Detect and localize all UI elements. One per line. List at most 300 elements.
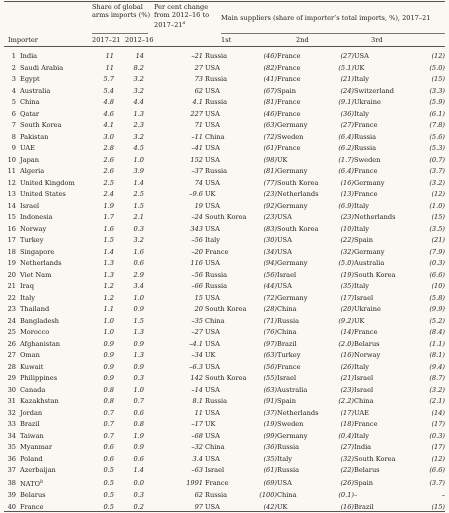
share-2012-16-cell: 1.3 (133, 328, 144, 336)
supplier-1-cell: Russia (205, 270, 228, 279)
share-2017-21-cell: 2.6 (103, 167, 114, 175)
share-2012-16-cell: 14 (135, 52, 144, 60)
share-2017-21-cell: 1.5 (103, 236, 114, 244)
rank-cell: 37 (7, 466, 16, 474)
supplier-1-cell: USA (205, 86, 220, 95)
supplier-1-share-cell: (72) (263, 132, 277, 141)
supplier-1-share-cell: (94) (263, 259, 277, 267)
importer-cell: Indonesia (20, 213, 53, 221)
importer-cell: Canada (20, 385, 46, 394)
table-row (4, 143, 445, 155)
table-row (4, 132, 445, 144)
supplier-2-share-cell: (6.2) (338, 144, 354, 152)
rank-cell: 5 (11, 98, 16, 106)
supplier-3-share-cell: – (441, 491, 445, 500)
share-2017-21-cell: 5.7 (103, 75, 114, 83)
pct-change-cell: –24 (191, 213, 203, 221)
supplier-2-cell: South Korea (277, 224, 319, 233)
pct-change-cell: –20 (191, 247, 203, 256)
supplier-3-share-cell: (12) (431, 454, 445, 463)
supplier-2-share-cell: (18) (340, 420, 354, 428)
share-2012-16-cell: 2.5 (133, 190, 144, 198)
supplier-3-cell: Israel (354, 374, 374, 382)
share-2012-16-cell: 0.9 (133, 443, 144, 451)
supplier-3-share-cell: (5.6) (429, 132, 445, 141)
supplier-1-cell: USA (205, 63, 220, 72)
supplier-2-cell: Germany (277, 167, 308, 175)
supplier-1-share-cell: (19) (263, 420, 277, 428)
table-row (4, 247, 445, 259)
supplier-1-cell: Russia (205, 75, 228, 83)
table-row (4, 51, 445, 63)
supplier-3-cell: Israel (354, 385, 374, 394)
supplier-1-share-cell: (36) (263, 443, 277, 451)
table-row (4, 189, 445, 201)
share-2012-16-cell: 0.9 (133, 305, 144, 313)
share-2012-16-cell: 1.3 (133, 109, 144, 118)
supplier-2-share-cell: (32) (340, 247, 354, 256)
supplier-2-cell: Germany (277, 431, 308, 440)
supplier-1-share-cell: (72) (263, 293, 277, 302)
table-row (4, 316, 445, 328)
rank-cell: 27 (7, 351, 16, 359)
supplier-2-share-cell: (2.2) (338, 397, 354, 405)
supplier-2-cell: China (277, 491, 297, 500)
share-2012-16-cell: 3.4 (133, 282, 144, 290)
supplier-1-share-cell: (23) (263, 213, 277, 221)
share-2017-21-cell: 0.7 (103, 408, 114, 417)
supplier-1-cell: China (205, 443, 225, 451)
supplier-3-share-cell: (15) (431, 213, 445, 221)
supplier-3-cell: Germany (354, 178, 385, 187)
supplier-1-cell: USA (205, 502, 220, 511)
supplier-1-share-cell: (35) (263, 454, 277, 463)
supplier-1-share-cell: (56) (263, 270, 277, 279)
importer-cell: Thailand (20, 305, 50, 313)
pct-change-cell: –21 (191, 52, 203, 60)
supplier-2-cell: Russia (277, 466, 300, 474)
supplier-3-cell: Italy (354, 431, 370, 440)
supplier-2-cell: Germany (277, 259, 308, 267)
supplier-2-share-cell: (27) (340, 443, 354, 451)
supplier-3-cell: Germany (354, 247, 385, 256)
importer-cell: Afghanistan (20, 339, 61, 348)
supplier-3-cell: Italy (354, 75, 370, 83)
supplier-1-cell: USA (205, 339, 220, 348)
share-2012-16-cell: 2.9 (133, 270, 144, 279)
pct-change-cell: –37 (191, 167, 203, 175)
supplier-1-share-cell: (56) (263, 362, 277, 371)
importer-cell: Netherlands (20, 259, 62, 267)
pct-change-cell: –66 (191, 282, 203, 290)
supplier-1-share-cell: (91) (263, 397, 277, 405)
share-2017-21-cell: 1.0 (103, 328, 114, 336)
supplier-2-cell: Russia (277, 316, 300, 325)
share-2017-21-cell: 0.5 (103, 491, 114, 500)
importer-cell: Singapore (20, 247, 55, 256)
pct-change-cell: 19 (194, 201, 203, 210)
supplier-2-share-cell: (27) (340, 52, 354, 60)
rank-cell: 40 (7, 502, 16, 511)
importer-cell: Philippines (20, 374, 58, 382)
table-row (4, 477, 445, 491)
table-row (4, 166, 445, 178)
share-2017-21-cell: 4.6 (103, 109, 114, 118)
pct-change-cell: 62 (194, 86, 203, 95)
rank-cell: 18 (7, 247, 16, 256)
rank-cell: 23 (7, 305, 16, 313)
table-row (4, 281, 445, 293)
importer-cell: China (20, 98, 40, 106)
supplier-3-share-cell: (6.6) (429, 270, 445, 279)
supplier-3-share-cell: (8.1) (429, 351, 445, 359)
importer-cell: Italy (20, 293, 36, 302)
importer-cell: Norway (20, 224, 47, 233)
table-row (4, 350, 445, 362)
supplier-1-cell: South Korea (205, 305, 247, 313)
supplier-3-cell: Brazil (354, 502, 374, 511)
supplier-3-cell: Norway (354, 351, 381, 359)
rank-cell: 3 (11, 75, 16, 83)
supplier-3-cell: France (354, 420, 378, 428)
rank-cell: 29 (7, 374, 16, 382)
table-row (4, 155, 445, 167)
share-2012-16-cell: 8.2 (133, 63, 144, 72)
supplier-3-cell: Spain (354, 478, 374, 487)
table-row (4, 396, 445, 408)
importer-cell: India (20, 52, 38, 60)
share-2012-16-cell: 0.8 (133, 420, 144, 428)
share-2012-16-cell: 0.2 (133, 502, 144, 511)
share-2017-21-cell: 1.7 (103, 213, 114, 221)
rank-cell: 4 (11, 86, 16, 95)
supplier-2-share-cell: (6.9) (338, 201, 354, 210)
header-importer: Importer (8, 36, 38, 44)
supplier-1-cell: USA (205, 431, 220, 440)
supplier-1-share-cell: (71) (263, 316, 277, 325)
supplier-2-cell: USA (277, 213, 292, 221)
header-share: Share of global arms imports (%) (92, 3, 151, 20)
importer-cell: France (20, 502, 44, 511)
supplier-3-share-cell: (0.3) (429, 431, 445, 440)
supplier-2-cell: Turkey (277, 351, 301, 359)
supplier-3-cell: India (354, 443, 372, 451)
importer-cell: Azerbaijan (20, 466, 56, 474)
supplier-2-share-cell: (22) (340, 466, 354, 474)
pct-change-cell: –35 (191, 316, 203, 325)
supplier-3-share-cell: (15) (431, 75, 445, 83)
supplier-1-cell: USA (205, 155, 220, 164)
supplier-2-share-cell: (5.0) (338, 259, 354, 267)
rank-cell: 14 (7, 201, 16, 210)
share-2012-16-cell: 1.0 (133, 293, 144, 302)
supplier-2-share-cell: (10) (340, 224, 354, 233)
header-share-2017-21: 2017–21 (92, 36, 121, 44)
supplier-3-share-cell: (3.5) (429, 224, 445, 233)
importer-cell: United Kingdom (20, 178, 75, 187)
pct-change-cell: –11 (191, 132, 203, 141)
supplier-1-cell: Russia (205, 282, 228, 290)
supplier-3-cell: Russia (354, 132, 377, 141)
supplier-1-cell: China (205, 316, 225, 325)
supplier-1-share-cell: (28) (263, 305, 277, 313)
supplier-3-share-cell: (21) (431, 236, 445, 244)
share-2012-16-cell: 3.2 (133, 132, 144, 141)
importer-cell: Bangladesh (20, 316, 60, 325)
table-row (4, 339, 445, 351)
share-2017-21-cell: 0.7 (103, 420, 114, 428)
supplier-3-share-cell: (12) (431, 190, 445, 198)
supplier-1-share-cell: (76) (263, 328, 277, 336)
pct-change-cell: –41 (191, 144, 203, 152)
supplier-2-cell: France (277, 63, 301, 72)
pct-change-cell: 73 (194, 75, 203, 83)
rank-cell: 25 (7, 328, 16, 336)
rank-cell: 9 (11, 144, 16, 152)
importer-cell: Australia (20, 86, 51, 95)
rank-cell: 6 (11, 109, 16, 118)
importer-cell: Taiwan (20, 431, 44, 440)
supplier-2-share-cell: (23) (340, 213, 354, 221)
pct-change-cell: 62 (194, 491, 203, 500)
supplier-2-share-cell: (0.4) (338, 431, 354, 440)
supplier-1-share-cell: (77) (263, 178, 277, 187)
supplier-3-share-cell: (5.0) (429, 63, 445, 72)
arms-imports-table (4, 51, 445, 513)
supplier-3-share-cell: (12) (431, 52, 445, 60)
rank-cell: 22 (7, 293, 16, 302)
supplier-1-share-cell: (55) (263, 374, 277, 382)
share-2017-21-cell: 0.8 (103, 385, 114, 394)
rank-cell: 2 (11, 63, 16, 72)
supplier-1-share-cell: (46) (263, 52, 277, 60)
header-supplier-3rd: 3rd (371, 36, 383, 44)
table-row (4, 74, 445, 86)
supplier-1-cell: France (205, 478, 229, 487)
share-2012-16-cell: 0.7 (133, 397, 144, 405)
share-2012-16-cell: 1.0 (133, 155, 144, 164)
importer-cell: NATO$^b$ (20, 478, 44, 488)
share-2012-16-cell: 0.0 (133, 478, 144, 487)
rank-cell: 21 (7, 282, 16, 290)
rank-cell: 17 (7, 236, 16, 244)
supplier-2-cell: Israel (277, 270, 297, 279)
supplier-1-share-cell: (98) (263, 155, 277, 164)
supplier-3-cell: France (354, 328, 378, 336)
supplier-2-share-cell: (17) (340, 408, 354, 417)
supplier-1-share-cell: (81) (263, 167, 277, 175)
table-row (4, 327, 445, 339)
pct-change-cell: 71 (194, 121, 203, 129)
supplier-2-cell: Sweden (277, 132, 304, 141)
share-2017-21-cell: 2.8 (103, 144, 114, 152)
share-2017-21-cell: 5.4 (103, 86, 114, 95)
importer-cell: UAE (20, 144, 35, 152)
pct-change-cell: 116 (190, 259, 203, 267)
supplier-2-share-cell: (26) (340, 478, 354, 487)
share-2012-16-cell: 0.3 (133, 374, 144, 382)
supplier-2-cell: UK (277, 502, 288, 511)
pct-change-cell: 152 (190, 155, 203, 164)
rank-cell: 10 (7, 155, 16, 164)
table-row (4, 465, 445, 477)
supplier-1-share-cell: (67) (263, 86, 277, 95)
supplier-2-cell: France (277, 75, 301, 83)
pct-change-cell: 11 (194, 408, 203, 417)
supplier-3-share-cell: (7.8) (429, 121, 445, 129)
pct-change-cell: 227 (190, 109, 203, 118)
supplier-3-share-cell: (5.8) (429, 293, 445, 302)
supplier-2-share-cell: (14) (340, 328, 354, 336)
supplier-2-share-cell: (16) (340, 502, 354, 511)
supplier-3-share-cell: (5.9) (429, 98, 445, 106)
share-2012-16-cell: 4.4 (133, 98, 144, 106)
rank-cell: 39 (7, 491, 16, 500)
share-2012-16-cell: 1.9 (133, 431, 144, 440)
supplier-1-share-cell: (83) (263, 224, 277, 233)
pct-change-cell: 27 (194, 63, 203, 72)
supplier-1-share-cell: (44) (263, 282, 277, 290)
header-supplier-1st: 1st (221, 36, 232, 44)
supplier-2-share-cell: (24) (340, 86, 354, 95)
supplier-1-share-cell: (41) (263, 75, 277, 83)
importer-cell: Belarus (20, 491, 46, 500)
supplier-2-share-cell: (36) (340, 109, 354, 118)
supplier-3-cell: UK (354, 316, 365, 325)
table-row (4, 212, 445, 224)
supplier-2-cell: USA (277, 247, 292, 256)
table-header (0, 0, 449, 50)
table-row (4, 304, 445, 316)
rank-cell: 11 (7, 167, 16, 175)
pct-change-cell: –68 (191, 431, 203, 440)
table-row (4, 293, 445, 305)
pct-change-cell: 74 (194, 178, 203, 187)
rank-cell: 26 (7, 339, 16, 348)
supplier-1-cell: USA (205, 224, 220, 233)
supplier-3-cell: UAE (354, 408, 369, 417)
importer-cell: Kuwait (20, 362, 44, 371)
supplier-3-share-cell: (6.1) (429, 109, 445, 118)
supplier-3-cell: China (354, 397, 374, 405)
supplier-2-cell: USA (277, 478, 292, 487)
table-row (4, 224, 445, 236)
supplier-2-cell: France (277, 144, 301, 152)
supplier-1-cell: USA (205, 385, 220, 394)
supplier-3-share-cell: (8.4) (429, 328, 445, 336)
supplier-2-share-cell: (1.7) (338, 155, 354, 164)
share-2017-21-cell: 1.3 (103, 270, 114, 279)
rank-cell: 36 (7, 454, 16, 463)
pct-change-cell: –6.3 (189, 362, 203, 371)
supplier-1-share-cell: (37) (263, 408, 277, 417)
supplier-3-cell: Italy (354, 282, 370, 290)
supplier-3-share-cell: (5.3) (429, 144, 445, 152)
supplier-2-share-cell: (13) (340, 190, 354, 198)
supplier-1-cell: Russia (205, 52, 228, 60)
supplier-2-share-cell: (26) (340, 362, 354, 371)
supplier-1-cell: UK (205, 351, 216, 359)
supplier-3-cell: South Korea (354, 270, 396, 279)
share-2017-21-cell: 0.6 (103, 443, 114, 451)
share-2017-21-cell: 1.0 (103, 316, 114, 325)
supplier-1-share-cell: (99) (263, 431, 277, 440)
supplier-1-cell: USA (205, 362, 220, 371)
supplier-1-cell: USA (205, 408, 220, 417)
supplier-2-share-cell: (35) (340, 282, 354, 290)
header-suppliers: Main suppliers (share of importer’s total imports, %), 2017–21 (221, 14, 431, 22)
pct-change-cell: 15 (194, 293, 203, 302)
supplier-2-share-cell: (21) (340, 374, 354, 382)
importer-cell: Jordan (20, 408, 43, 417)
supplier-1-share-cell: (100) (259, 491, 277, 500)
supplier-2-share-cell: (17) (340, 293, 354, 302)
supplier-2-share-cell: (6.4) (338, 167, 354, 175)
importer-cell: Iraq (20, 282, 34, 290)
pct-change-cell: –32 (191, 443, 203, 451)
supplier-3-cell: Belarus (354, 339, 380, 348)
header-share-2012-16: 2012–16 (125, 36, 154, 44)
supplier-1-share-cell: (92) (263, 201, 277, 210)
share-2012-16-cell: 1.4 (133, 178, 144, 187)
supplier-2-share-cell: (2.0) (338, 339, 354, 348)
share-2017-21-cell: 2.5 (103, 178, 114, 187)
table-row (4, 362, 445, 374)
share-2017-21-cell: 0.9 (103, 351, 114, 359)
supplier-1-share-cell: (61) (263, 466, 277, 474)
importer-cell: Turkey (20, 236, 44, 244)
supplier-1-share-cell: (82) (263, 63, 277, 72)
share-2012-16-cell: 3.2 (133, 86, 144, 95)
share-2017-21-cell: 0.9 (103, 362, 114, 371)
share-2017-21-cell: 3.0 (103, 132, 114, 141)
rank-cell: 31 (7, 397, 16, 405)
supplier-3-share-cell: (5.2) (429, 316, 445, 325)
share-2017-21-cell: 2.6 (103, 155, 114, 164)
share-2017-21-cell: 1.6 (103, 224, 114, 233)
share-2017-21-cell: 4.8 (103, 98, 114, 106)
supplier-1-cell: Russia (205, 397, 228, 405)
share-2017-21-cell: 1.9 (103, 201, 114, 210)
share-2017-21-cell: 1.2 (103, 293, 114, 302)
supplier-1-share-cell: (46) (263, 109, 277, 118)
share-2017-21-cell: 0.8 (103, 397, 114, 405)
pct-change-cell: 3.4 (192, 454, 203, 463)
pct-change-cell: –9.6 (189, 190, 203, 198)
supplier-2-share-cell: (9.1) (338, 98, 354, 106)
supplier-2-share-cell: (21) (340, 75, 354, 83)
share-2012-16-cell: 0.6 (133, 408, 144, 417)
supplier-3-cell: Italy (354, 224, 370, 233)
table-row (4, 442, 445, 454)
pct-change-cell: –4.1 (189, 339, 203, 348)
supplier-3-cell: USA (354, 52, 369, 60)
share-2017-21-cell: 0.9 (103, 339, 114, 348)
importer-cell: Israel (20, 201, 40, 210)
rank-cell: 28 (7, 362, 16, 371)
importer-cell: Myanmar (20, 443, 52, 451)
rank-cell: 16 (7, 224, 16, 233)
supplier-3-cell: South Korea (354, 454, 396, 463)
share-2017-21-cell: 0.7 (103, 431, 114, 440)
supplier-2-cell: Germany (277, 121, 308, 129)
supplier-3-cell: France (354, 190, 378, 198)
rank-cell: 1 (11, 52, 16, 60)
supplier-2-share-cell: (19) (340, 270, 354, 279)
share-2017-21-cell: 4.1 (103, 121, 114, 129)
pct-change-cell: –56 (191, 236, 203, 244)
share-2012-16-cell: 1.3 (133, 351, 144, 359)
